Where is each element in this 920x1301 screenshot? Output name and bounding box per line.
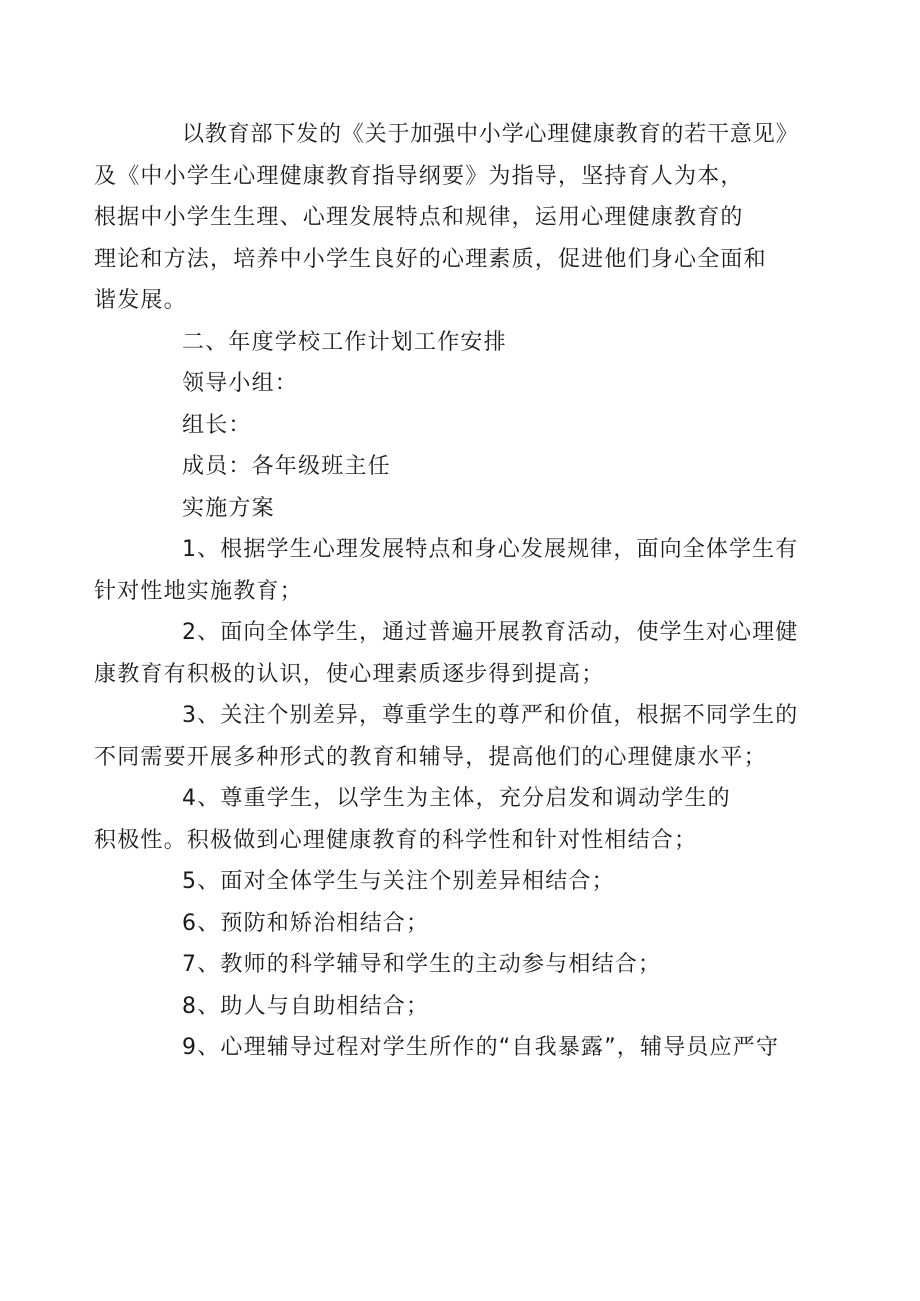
members-line: 成员：各年级班主任 — [182, 454, 391, 479]
plan-item-4 — [94, 778, 798, 861]
text-line: 9、心理辅导过程对学生所作的“自我暴露”，辅导员应严守 — [182, 1035, 780, 1060]
text-line: 1、根据学生心理发展特点和身心发展规律，面向全体学生有 — [182, 537, 799, 562]
text-line: 谐发展。 — [94, 288, 187, 313]
plan-item-7 — [138, 944, 798, 986]
text-line: 不同需要开展多种形式的教育和辅导，提高他们的心理健康水平； — [94, 744, 767, 770]
leader-line: 组长： — [182, 412, 252, 438]
plan-item-2 — [94, 612, 799, 695]
plan-item-5 — [138, 861, 798, 903]
text-line: 康教育有积极的认识，使心理素质逐步得到提高； — [94, 661, 605, 687]
text-line: 3、关注个别差异，尊重学生的尊严和价值，根据不同学生的 — [182, 703, 799, 728]
text-line: 8、助人与自助相结合； — [182, 993, 430, 1019]
plan-item-3 — [94, 695, 799, 778]
text-line: 5、面对全体学生与关注个别差异相结合； — [182, 869, 615, 894]
text-line: 根据中小学生生理、心理发展特点和规律，运用心理健康教育的 — [94, 205, 744, 230]
text-line: 6、预防和矫治相结合； — [182, 910, 430, 936]
text-line: 以教育部下发的《关于加强中小学心理健康教育的若干意见》 — [182, 122, 799, 147]
text-line: 针对性地实施教育； — [94, 578, 303, 604]
text-line: 理论和方法，培养中小学生良好的心理素质，促进他们身心全面和 — [94, 246, 767, 272]
plan-title: 实施方案 — [182, 495, 275, 521]
text-line: 2、面向全体学生，通过普遍开展教育活动，使学生对心理健 — [182, 620, 799, 645]
plan-item-1 — [94, 529, 799, 612]
intro-paragraph — [94, 114, 799, 322]
text-line: 积极性。积极做到心理健康教育的科学性和针对性相结合； — [94, 827, 698, 853]
document-body — [94, 114, 799, 1069]
section-heading: 二、年度学校工作计划工作安排 — [182, 329, 507, 355]
text-line: 7、教师的科学辅导和学生的主动参与相结合； — [182, 952, 662, 977]
leadership-title: 领导小组： — [182, 371, 299, 396]
plan-item-8 — [138, 986, 798, 1028]
text-line: 及《中小学生心理健康教育指导纲要》为指导，坚持育人为本， — [94, 163, 744, 189]
plan-item-6 — [138, 903, 798, 945]
plan-item-9 — [138, 1027, 798, 1069]
text-line: 4、尊重学生，以学生为主体，充分启发和调动学生的 — [182, 786, 731, 811]
